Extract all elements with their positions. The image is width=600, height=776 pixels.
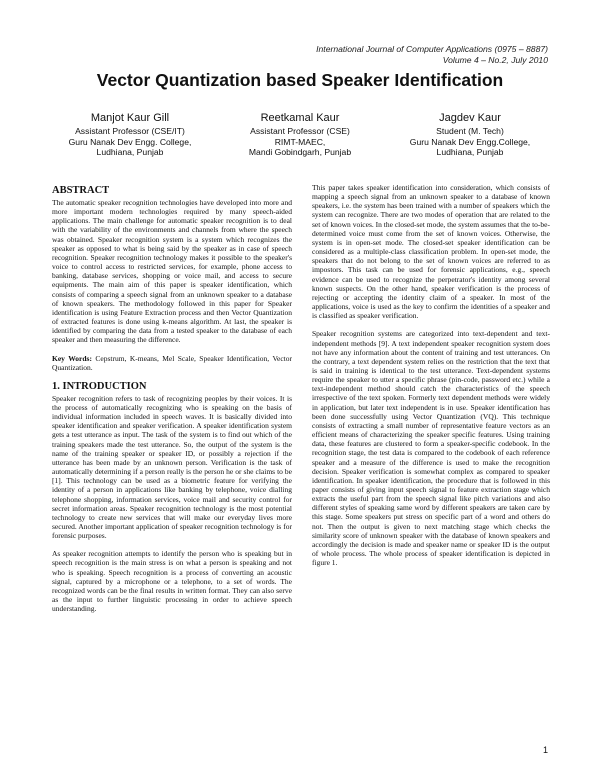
journal-header [316,44,548,66]
keywords [52,354,292,372]
author-affiliation-line: Ludhiana, Punjab [96,147,164,157]
page-number: 1 [542,745,548,755]
author-affiliation-line: Assistant Professor (CSE/IT) [75,126,185,136]
author-name: Manjot Kaur Gill [90,112,170,124]
keywords-text: Cepstrum, K-means, Mel Scale, Speaker Identification, Vector Quantization. [52,353,293,372]
author-block [50,112,550,158]
journal-issue: Volume 4 – No.2, July 2010 [442,55,548,65]
author-2 [220,112,380,158]
abstract-heading: ABSTRACT [52,185,110,196]
author-3 [390,112,550,158]
author-affiliation-line: Guru Nanak Dev Engg. College, [68,136,192,147]
author-name: Reetkamal Kaur [260,112,340,124]
author-affiliation-line: RIMT-MAEC, [274,136,326,147]
intro-paragraph-2: As speaker recognition attempts to identify the person who is speaking but in speech recognition is the main stress is on what a person is speaking and not who is speaking. Speech recognition is a process of converting an acoustic signal, captured by a microphone or a telephone, to a set of words. The recognized words can be the final results in written format. They can also serve as the input to further linguistic processing in order to achieve speech understanding. [52,549,292,614]
intro-paragraph-3: This paper takes speaker identification into consideration, which consists of mapping a speech signal from an unknown speaker to a database of known speakers, i.e. the system has been trained with a number of speakers which the system can recognize. There are two modes of operation that are related to the set of known voices. In the closed-set mode, the system assumes that the to-be-determined voice must come from the set of known voices. Otherwise, the system is in open-set mode. The closed-set speaker identification can be considered as a multiple-class classification problem. In open-set mode, the speakers that do not belong to the set of known voices are referred to as impostors. This task can be used for forensic applications, e.g., speech evidence can be used to recognize the perpetrator's identity among several known suspects. On the other hand, speaker verification is the process of rejecting or accepting the identity claim of a speaker. In most of the applications, voice is used as the key to confirm the identities of a speaker and is classified as speaker verification. [312,183,550,321]
abstract-text: The automatic speaker recognition technologies have developed into more and more important modern technologies required by many speech-aided applications. The main challenge for automatic speaker recognition is to deal with the variability of the environments and channels from where the speech was obtained. Speaker recognition system is a system which recognizes the speaker as opposed to what is being said by the speaker as in case of speech recognition. Speaker recognition technology makes it possible to the speaker's voice to control access to restricted services, for example, phone access to banking, database services, shopping or voice mail, and access to secure equipments. The main aim of this paper is speaker identification, which consists of comparing a speech signal from an unknown speaker to a database of known speakers. The methodology followed in this paper for Speaker identification is using Feature Extraction process and then Vector Quantization of extracted features is done using k-means algorithm. At last, the speaker is identified by comparing the data from a tested speaker to the database of each speaker and then measuring the difference. [52,198,292,345]
keywords-label: Key Words: [52,353,92,363]
intro-paragraph-1: Speaker recognition refers to task of recognizing peoples by their voices. It is the process of automatically recognizing who is speaking on the basis of individual information included in speech waves. It is basically divided into speaker identification and speaker verification. A speaker identification system gets a test utterance as input. The task of the system is to find out which of the training speakers made the test utterance. So, the output of the system is the name of the training speaker or speaker ID, or possibly a rejection if the utterance has been made by an unknown person. Verification is the task of automatically determining if a person really is the person he or she claims to be [1]. This technology can be used as a biometric feature for verifying the identity of a person in applications like banking by telephone, voice dialling telephone shopping, information services, voice mail and security control for secret information areas. Speaker recognition technology is the most potential technology to create new services that will make our everyday lives more secured. Another important application of speaker recognition technology is for forensic purposes. [52,393,292,541]
author-affiliation-line: Guru Nanak Dev Engg.College, [409,136,531,147]
intro-paragraph-4: Speaker recognition systems are categorized into text-dependent and text-independent methods [9]. A text independent speaker recognition system does not have any information about the content of training and test utterances. On the contrary, a text dependent system relies on the restriction that the text that is said in training is identical to the test utterance. Text-dependent systems require the speaker to utter a specific phrase (pin-code, password etc.) while a text-independent method should catch the characteristics of the speech irrespective of the text spoken. Formerly text dependent methods were widely in application, but later text independent is in use. Speaker identification has been done successfully using Vector Quantization (VQ). This technique consists of extracting a small number of representative feature vectors as an efficient means of characterizing the speaker specific features. Using training data, these features are clustered to form a speaker-specific codebook. In the recognition stage, the test data is compared to the codebook of each reference speaker and a measure of the difference is used to make the recognition decision. Speaker verification is somewhat complex as compared to speaker identification. In speaker identification, the procedure that is followed in this paper consists of giving input speech signal to feature extraction stage which extracts the useful part from the speech signal like pitch variations and also different styles of speaking same word by different speakers are taken care by this stage. Some speakers put stress on specific part of a word and others do not. Then the output is given to next matching stage which checks the similarity score of unknown speaker with the database of known speakers and accordingly the decision is made and speaker name or speaker ID is the output of whole process. The whole process of speaker identification is depicted in figure 1. [312,329,550,568]
author-affiliation-line: Ludhiana, Punjab [436,147,504,157]
author-affiliation-line: Student (M. Tech) [436,126,504,136]
author-affiliation-line: Mandi Gobindgarh, Punjab [248,147,352,157]
right-column [312,183,550,576]
author-1 [50,112,210,158]
author-name: Jagdev Kaur [439,112,501,124]
intro-heading: 1. INTRODUCTION [52,380,147,392]
author-affiliation-line: Assistant Professor (CSE) [250,126,350,136]
journal-name: International Journal of Computer Applications (0975 – 8887) [316,44,548,54]
paper-title: Vector Quantization based Speaker Identification [96,70,504,90]
left-column [52,183,292,622]
